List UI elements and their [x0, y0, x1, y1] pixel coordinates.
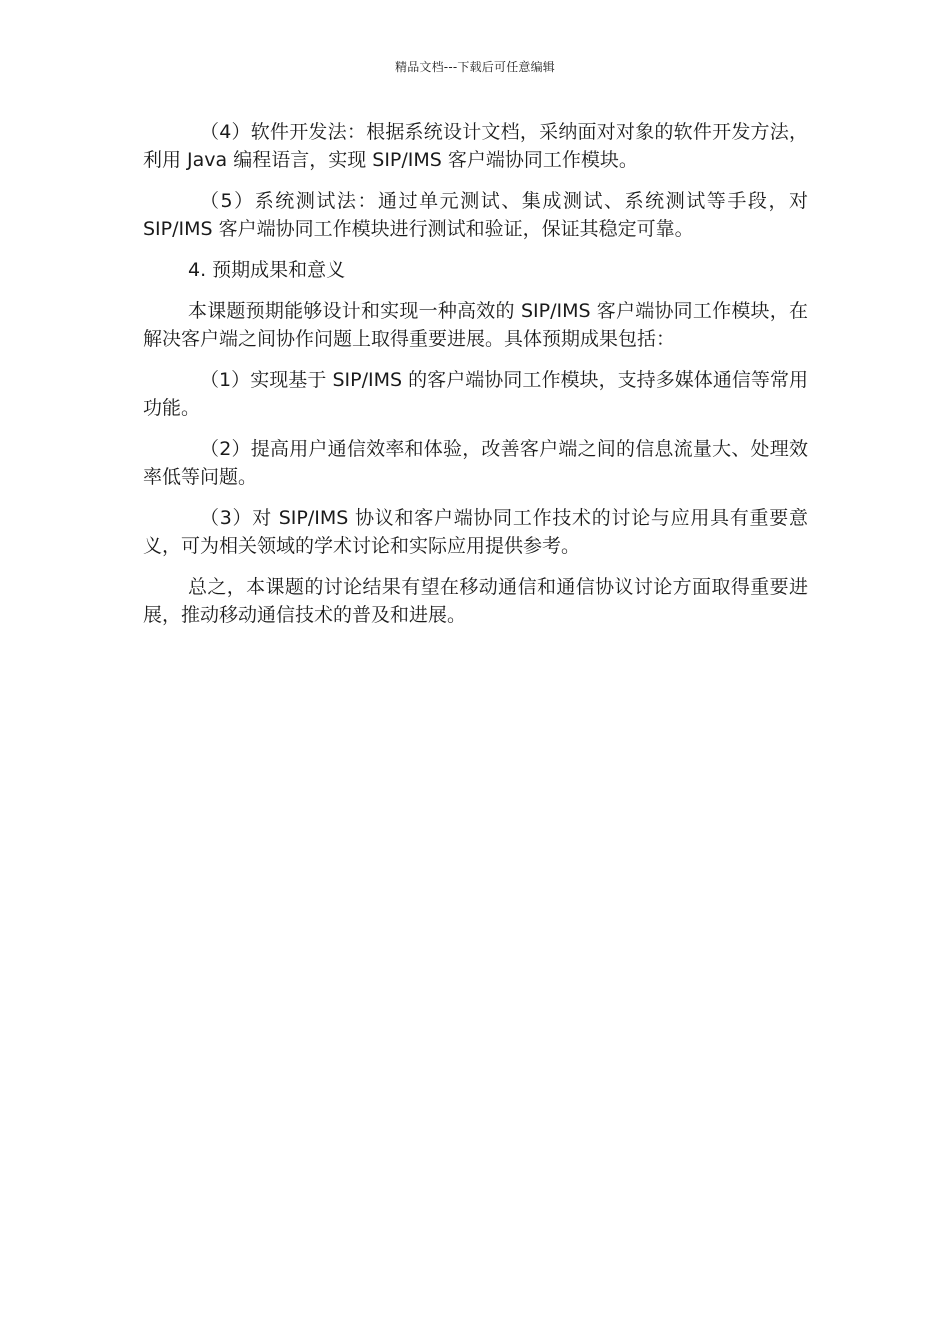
page-header: 精品文档---下载后可任意编辑: [395, 60, 555, 74]
document-body: [143, 118, 808, 642]
paragraph-system-testing-method: （5）系统测试法：通过单元测试、集成测试、系统测试等手段，对 SIP/IMS 客户端协同工作模块进行测试和验证，保证其稳定可靠。: [143, 190, 808, 240]
section-heading-expected-results: 4. 预期成果和意义: [188, 259, 346, 281]
paragraph-result-1: （1）实现基于 SIP/IMS 的客户端协同工作模块，支持多媒体通信等常用功能。: [143, 369, 808, 419]
paragraph-result-2: （2）提高用户通信效率和体验，改善客户端之间的信息流量大、处理效率低等问题。: [143, 438, 808, 488]
paragraph-software-development-method: （4）软件开发法：根据系统设计文档，采纳面对对象的软件开发方法，利用 Java 编程语言，实现 SIP/IMS 客户端协同工作模块。: [143, 121, 808, 171]
paragraph-expected-results-intro: 本课题预期能够设计和实现一种高效的 SIP/IMS 客户端协同工作模块，在解决客户端之间协作问题上取得重要进展。具体预期成果包括：: [143, 300, 808, 350]
paragraph-conclusion: 总之，本课题的讨论结果有望在移动通信和通信协议讨论方面取得重要进展，推动移动通信技术的普及和进展。: [143, 576, 808, 626]
paragraph-result-3: （3）对 SIP/IMS 协议和客户端协同工作技术的讨论与应用具有重要意义，可为相关领域的学术讨论和实际应用提供参考。: [143, 507, 808, 557]
